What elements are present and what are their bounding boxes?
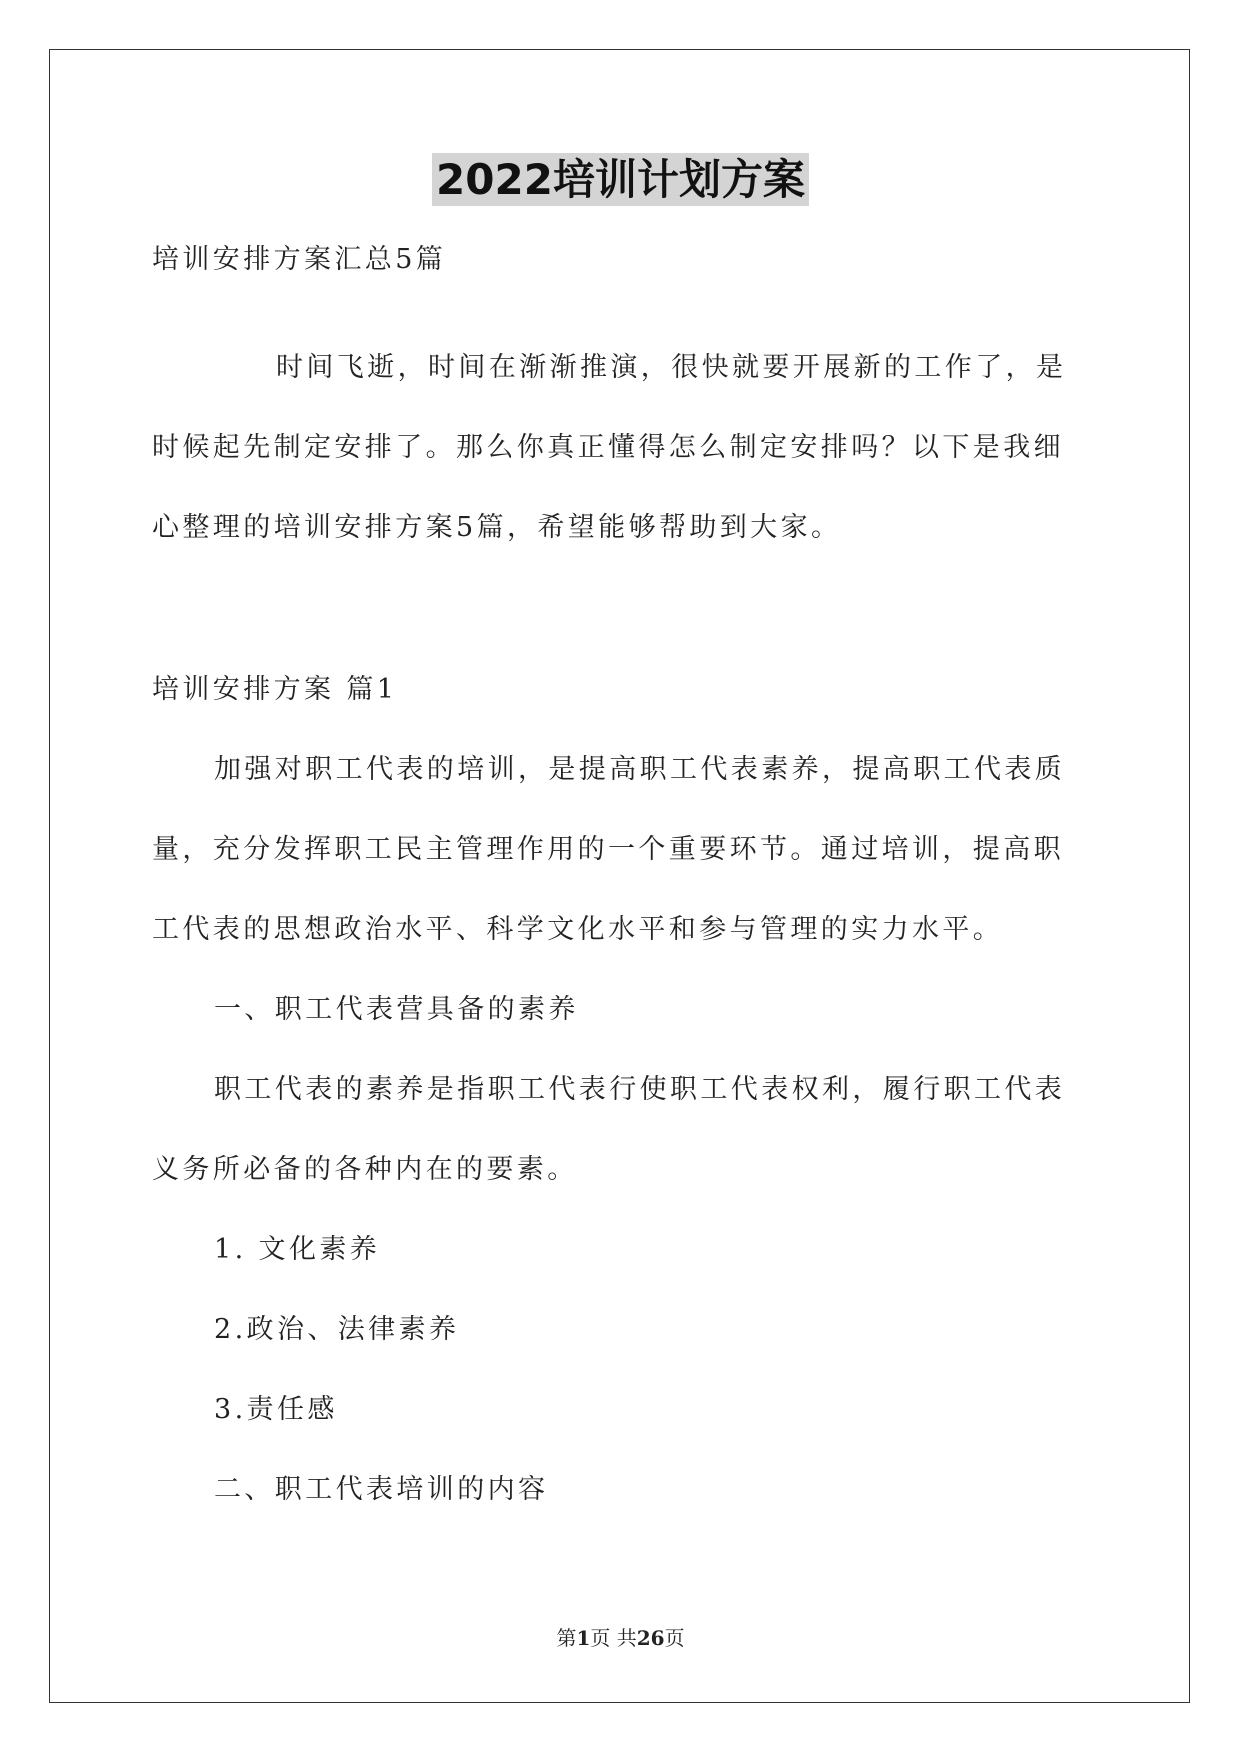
quality-para-line-2: 义务所必备的各种内在的要素。 (152, 1154, 578, 1185)
footer-mid: 页 共 (590, 1626, 637, 1650)
page-border (49, 49, 1190, 1703)
page-footer (0, 1624, 1241, 1652)
intro-line-2: 时候起先制定安排了。那么你真正懂得怎么制定安排吗？以下是我细 (152, 432, 1064, 463)
section1-para-line-3: 工代表的思想政治水平、科学文化水平和参与管理的实力水平。 (152, 914, 1004, 945)
intro-line-1: 时间飞逝，时间在渐渐推演，很快就要开展新的工作了，是 (276, 352, 1067, 383)
section1-para-line-1: 加强对职工代表的培训，是提高职工代表素养，提高职工代表质 (214, 754, 1066, 785)
footer-page-number: 1 (576, 1626, 591, 1650)
heading-two: 二、职工代表培训的内容 (214, 1474, 549, 1505)
list-item-1: 1. 文化素养 (214, 1234, 381, 1265)
section1-heading: 培训安排方案 篇1 (152, 674, 398, 705)
section1-para-line-2: 量，充分发挥职工民主管理作用的一个重要环节。通过培训，提高职 (152, 834, 1064, 865)
footer-suffix: 页 (664, 1626, 685, 1650)
heading-one: 一、职工代表营具备的素养 (214, 994, 579, 1025)
quality-para-line-1: 职工代表的素养是指职工代表行使职工代表权利，履行职工代表 (214, 1074, 1066, 1105)
footer-prefix: 第 (556, 1626, 577, 1650)
footer-total-pages: 26 (636, 1626, 665, 1650)
intro-line-3: 心整理的培训安排方案5篇，希望能够帮助到大家。 (152, 512, 842, 543)
document-subtitle: 培训安排方案汇总5篇 (152, 244, 447, 275)
list-item-3: 3.责任感 (214, 1394, 338, 1425)
document-title (0, 150, 1241, 210)
document-title-text: 2022培训计划方案 (432, 153, 809, 206)
list-item-2: 2.政治、法律素养 (214, 1314, 460, 1345)
